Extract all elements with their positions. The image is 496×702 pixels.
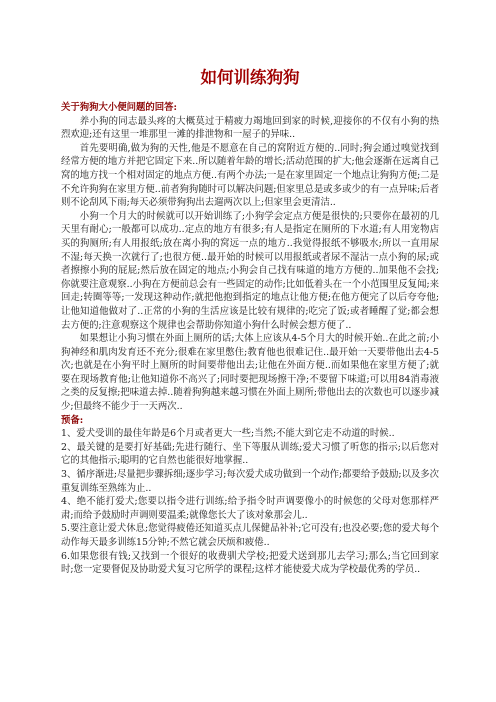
- list-item: 1、爱犬受训的最佳年龄是6个月或者更大一些;当然;不能大到它走不动道的时候..: [61, 428, 395, 440]
- document-body: [61, 101, 439, 577]
- paragraph: 小狗一个月大的时候就可以开始训练了;小狗学会定点方便是很快的;只要你在最初的几天里有耐心;一般都可以成功..定点的地方有很多;有人是指定在厕所的下水道;有人用宠物店买的狗厕所;有人用报纸;放在离小狗的窝远一点的地方..我觉得报纸不够吸水;所以一直用尿不湿;每天换一次就行了;也很方便..最开始的时候可以用报纸或者尿不湿沾一点小狗的尿;或者擦擦小狗的屁屁;然后放在固定的地点;小狗会自己找有味道的地方方便的..加果他不会找;你就要注意观察..小狗在方便前总会有一些固定的动作;比如低着头在一个小范围里反复闻;来回走;转圈等等;一发现这种动作;就把他抱到指定的地点让他方便;在他方便完了以后夸夸他;让他知道他做对了..正常的小狗的生活应该是比较有规律的;吃完了饭;或者睡醒了觉;都会想去方便的;注意观察这个规律也会帮助你知道小狗什么时候会想方便了..: [61, 210, 439, 331]
- section-heading: 关于狗狗大小便问题的回答:: [61, 102, 177, 113]
- list-heading: 预备:: [61, 414, 84, 426]
- list-item: 6.如果您很有钱;又找到一个很好的收费驯犬学校;把爱犬送到那儿去学习;那么;当它回到家时;您一定要督促及协助爱犬复习它所学的课程;这样才能使爱犬成为学校最优秀的学员..: [61, 550, 439, 576]
- paragraph: 首先要明确,做为狗的天性,他是不愿意在自己的窝附近方便的..同时;狗会通过嗅觉找到经常方便的地方并把它固定下来..所以随着年龄的增长;活动范围的扩大;他会逐渐在远离自己窝的地方找一个相对固定的地点方便..有两个办法;一是在家里固定一个地点让狗狗方便;二是不允许狗狗在家里方便..前者狗狗随时可以解决问题;但家里总是或多或少的有一点异味;后者则不论刮风下雨;每天必须带狗狗出去遛两次以上;但家里会更清洁..: [61, 142, 439, 209]
- paragraph: 养小狗的同志最头疼的大概莫过于精疲力竭地回到家的时候,迎接你的不仅有小狗的热烈欢迎;还有这里一堆那里一滩的排泄物和一屋子的异味..: [61, 115, 439, 141]
- list-item: 3、循序渐进;尽量把步骤拆细;逐步学习;每次爱犬成功做到一个动作;都要给予鼓励;以及多次重复训练至熟练为止..: [61, 469, 440, 494]
- list-item: 5.要注意让爱犬休息;您觉得疲倦还知道买点儿保健品补补;它可没有;也没必要;您的爱犬每个动作每天最多训练15分钟;不然它就会厌烦和疲倦..: [61, 523, 439, 548]
- page-title: 如何训练狗狗: [200, 68, 300, 87]
- list-item: 2、最关键的是要打好基础;先进行随行、坐下等服从训练;爱犬习惯了听您的指示;以后您对它的其他指示;聪明的它自然也能很好地掌握..: [61, 441, 439, 467]
- list-item: 4、绝不能打爱犬;您要以指令进行训练;给予指令时声调要像小的时候您的父母对您那样严肃;而给予鼓励时声调则要温柔;就像您长大了该对象那会儿..: [61, 496, 439, 521]
- paragraph: 如果想让小狗习惯在外面上厕所的话;大体上应该从4-5个月大的时候开始..在此之前;小狗神经和肌肉发育还不充分;很难在家里憋住;教育他也很难记住..最开始一天要带他出去4-5次;也就是在小狗平时上厕所的时间要带他出去;让他在外面方便..而如果他在家里方便了;就要在现场教育他;让他知道你不高兴了;同时要把现场擦干净;不要留下味道;可以用84消毒液之类的反复擦;把味道去掉..随着狗狗越来越习惯在外面上厕所;带他出去的次数也可以逐步减少;但最终不能少于一天两次..: [61, 333, 439, 413]
